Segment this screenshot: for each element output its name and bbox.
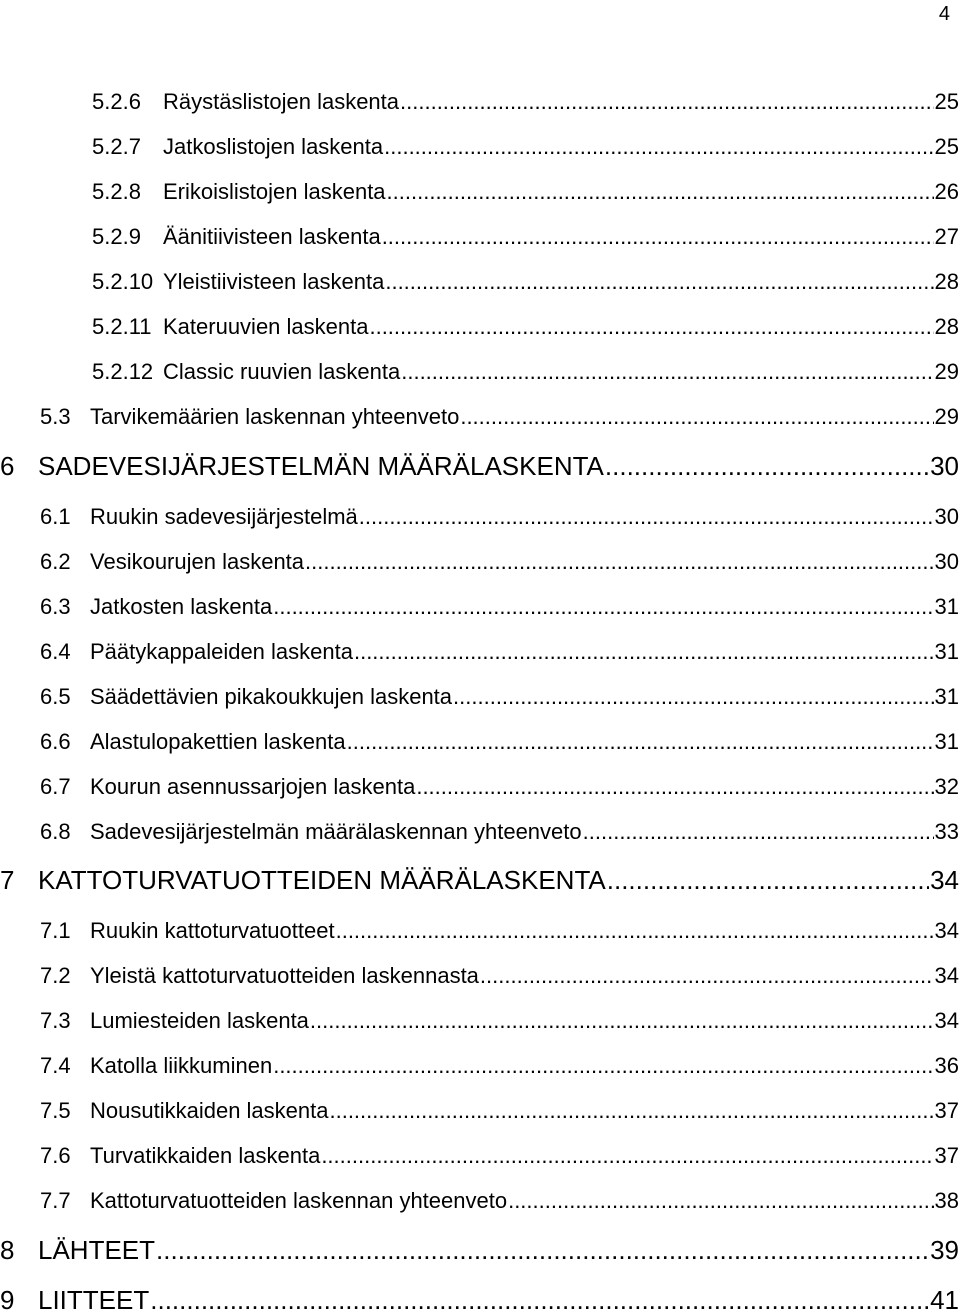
toc-entry-7-2[interactable]	[40, 962, 959, 990]
toc-entry-page: 26	[934, 179, 959, 204]
toc-entry-page: 33	[934, 819, 959, 844]
toc-entry-title: Yleistä kattoturvatuotteiden laskennasta	[90, 963, 479, 988]
toc-dot-leader	[150, 1284, 929, 1316]
toc-dot-leader	[354, 638, 934, 666]
toc-entry-page: 31	[934, 684, 959, 709]
toc-dot-leader	[347, 728, 934, 756]
toc-dot-leader	[384, 133, 933, 161]
toc-entry-title: Ruukin sadevesijärjestelmä	[90, 504, 358, 529]
toc-entry-title: Räystäslistojen laskenta	[163, 89, 400, 114]
toc-entry-number: 6	[0, 451, 15, 481]
toc-entry-number: 6.2	[40, 549, 71, 574]
toc-entry-title: Jatkosten laskenta	[90, 594, 273, 619]
toc-entry-page: 29	[934, 359, 959, 384]
toc-entry-7-6[interactable]	[40, 1142, 959, 1170]
toc-dot-leader	[310, 1007, 934, 1035]
toc-entry-number: 8	[0, 1235, 15, 1265]
toc-entry-title: Turvatikkaiden laskenta	[90, 1143, 321, 1168]
toc-entry-title: SADEVESIJÄRJESTELMÄN MÄÄRÄLASKENTA	[38, 451, 604, 481]
toc-dot-leader	[369, 313, 933, 341]
toc-dot-leader	[156, 1234, 929, 1266]
toc-entry-title: Jatkoslistojen laskenta	[163, 134, 384, 159]
toc-entry-number: 7.7	[40, 1188, 71, 1213]
toc-entry-number: 5.2.12	[92, 359, 154, 384]
toc-entry-title: Vesikourujen laskenta	[90, 549, 305, 574]
toc-entry-page: 30	[934, 549, 959, 574]
toc-dot-leader	[605, 450, 929, 482]
toc-entry-number: 5.2.10	[92, 269, 154, 294]
toc-entry-6-3[interactable]	[40, 593, 959, 621]
toc-entry-page: 29	[934, 404, 959, 429]
toc-dot-leader	[401, 358, 933, 386]
toc-entry-6-5[interactable]	[40, 683, 959, 711]
page-number: 4	[938, 3, 950, 25]
toc-entry-number: 6.4	[40, 639, 71, 664]
toc-entry-page: 37	[934, 1143, 959, 1168]
toc-entry-page: 27	[934, 224, 959, 249]
toc-entry-page: 31	[934, 639, 959, 664]
toc-entry-number: 6.3	[40, 594, 71, 619]
toc-dot-leader	[321, 1142, 933, 1170]
toc-entry-page: 41	[930, 1285, 959, 1315]
toc-entry-number: 7.6	[40, 1143, 71, 1168]
toc-entry-page: 28	[934, 314, 959, 339]
toc-entry-number: 7.5	[40, 1098, 71, 1123]
toc-entry-page: 39	[930, 1235, 959, 1265]
toc-entry-number: 9	[0, 1285, 15, 1315]
toc-entry-title: LÄHTEET	[38, 1235, 156, 1265]
toc-entry-number: 5.2.11	[92, 314, 152, 339]
toc-entry-title: Lumiesteiden laskenta	[90, 1008, 309, 1033]
toc-entry-page: 31	[934, 594, 959, 619]
toc-entry-5-2-11[interactable]	[92, 313, 959, 341]
toc-entry-number: 7	[0, 865, 15, 895]
toc-entry-page: 34	[930, 865, 959, 895]
toc-entry-6-8[interactable]	[40, 818, 959, 846]
toc-entry-number: 5.2.9	[92, 224, 141, 249]
toc-dot-leader	[387, 178, 934, 206]
toc-entry-6-2[interactable]	[40, 548, 959, 576]
toc-entry-7[interactable]	[0, 864, 959, 896]
toc-dot-leader	[305, 548, 933, 576]
toc-dot-leader	[329, 1097, 933, 1125]
toc-entry-5-2-7[interactable]	[92, 133, 959, 161]
toc-entry-title: Classic ruuvien laskenta	[163, 359, 401, 384]
toc-entry-title: Alastulopakettien laskenta	[90, 729, 346, 754]
toc-entry-number: 5.2.6	[92, 89, 141, 114]
toc-dot-leader	[273, 1052, 933, 1080]
toc-entry-7-1[interactable]	[40, 917, 959, 945]
toc-dot-leader	[453, 683, 933, 711]
toc-entry-number: 5.3	[40, 404, 71, 429]
toc-entry-number: 7.3	[40, 1008, 71, 1033]
toc-dot-leader	[583, 818, 934, 846]
toc-entry-page: 28	[934, 269, 959, 294]
toc-dot-leader	[382, 223, 934, 251]
toc-dot-leader	[508, 1187, 933, 1215]
toc-dot-leader	[460, 403, 933, 431]
toc-entry-page: 36	[934, 1053, 959, 1078]
toc-entry-6-6[interactable]	[40, 728, 959, 756]
toc-entry-page: 32	[934, 774, 959, 799]
toc-entry-title: Ruukin kattoturvatuotteet	[90, 918, 335, 943]
toc-entry-9[interactable]	[0, 1284, 959, 1316]
toc-entry-5-2-8[interactable]	[92, 178, 959, 206]
toc-entry-5-2-6[interactable]	[92, 88, 959, 116]
toc-entry-title: Kourun asennussarjojen laskenta	[90, 774, 416, 799]
toc-entry-7-7[interactable]	[40, 1187, 959, 1215]
toc-entry-title: Nousutikkaiden laskenta	[90, 1098, 329, 1123]
toc-entry-number: 6.6	[40, 729, 71, 754]
toc-entry-page: 25	[934, 134, 959, 159]
toc-entry-5-2-12[interactable]	[92, 358, 959, 386]
toc-entry-6-4[interactable]	[40, 638, 959, 666]
toc-entry-5-3[interactable]	[40, 403, 959, 431]
toc-entry-title: Päätykappaleiden laskenta	[90, 639, 353, 664]
toc-dot-leader	[480, 962, 934, 990]
toc-entry-title: Sadevesijärjestelmän määrälaskennan yhteenveto	[90, 819, 582, 844]
toc-entry-title: Kateruuvien laskenta	[163, 314, 369, 339]
toc-entry-title: Tarvikemäärien laskennan yhteenveto	[90, 404, 460, 429]
toc-entry-page: 30	[934, 504, 959, 529]
toc-dot-leader	[385, 268, 933, 296]
toc-dot-leader	[416, 773, 933, 801]
toc-entry-number: 7.2	[40, 963, 71, 988]
toc-entry-page: 31	[934, 729, 959, 754]
toc-entry-page: 34	[934, 1008, 959, 1033]
toc-entry-number: 6.8	[40, 819, 71, 844]
toc-entry-5-2-9[interactable]	[92, 223, 959, 251]
toc-dot-leader	[607, 864, 929, 896]
toc-dot-leader	[273, 593, 933, 621]
toc-entry-page: 38	[934, 1188, 959, 1213]
toc-dot-leader	[400, 88, 934, 116]
toc-dot-leader	[336, 917, 934, 945]
toc-entry-8[interactable]	[0, 1234, 959, 1266]
toc-entry-page: 25	[934, 89, 959, 114]
toc-entry-number: 7.4	[40, 1053, 71, 1078]
toc-entry-page: 34	[934, 918, 959, 943]
toc-entry-title: Yleistiivisteen laskenta	[163, 269, 385, 294]
toc-entry-7-5[interactable]	[40, 1097, 959, 1125]
toc-entry-number: 5.2.7	[92, 134, 141, 159]
toc-entry-6[interactable]	[0, 450, 959, 482]
toc-entry-7-4[interactable]	[40, 1052, 959, 1080]
toc-entry-title: LIITTEET	[38, 1285, 150, 1315]
toc-entry-page: 37	[934, 1098, 959, 1123]
toc-entry-5-2-10[interactable]	[92, 268, 959, 296]
toc-entry-number: 6.7	[40, 774, 71, 799]
toc-entry-6-7[interactable]	[40, 773, 959, 801]
toc-entry-title: KATTOTURVATUOTTEIDEN MÄÄRÄLASKENTA	[38, 865, 606, 895]
toc-entry-number: 6.1	[40, 504, 71, 529]
toc-entry-title: Kattoturvatuotteiden laskennan yhteenveto	[90, 1188, 508, 1213]
toc-entry-title: Äänitiivisteen laskenta	[163, 224, 381, 249]
toc-entry-page: 34	[934, 963, 959, 988]
toc-dot-leader	[359, 503, 934, 531]
toc-entry-number: 7.1	[40, 918, 71, 943]
toc-entry-number: 5.2.8	[92, 179, 141, 204]
toc-entry-page: 30	[930, 451, 959, 481]
toc-entry-6-1[interactable]	[40, 503, 959, 531]
toc-entry-title: Säädettävien pikakoukkujen laskenta	[90, 684, 453, 709]
toc-entry-number: 6.5	[40, 684, 71, 709]
toc-entry-7-3[interactable]	[40, 1007, 959, 1035]
toc-entry-title: Katolla liikkuminen	[90, 1053, 273, 1078]
toc-entry-title: Erikoislistojen laskenta	[163, 179, 386, 204]
